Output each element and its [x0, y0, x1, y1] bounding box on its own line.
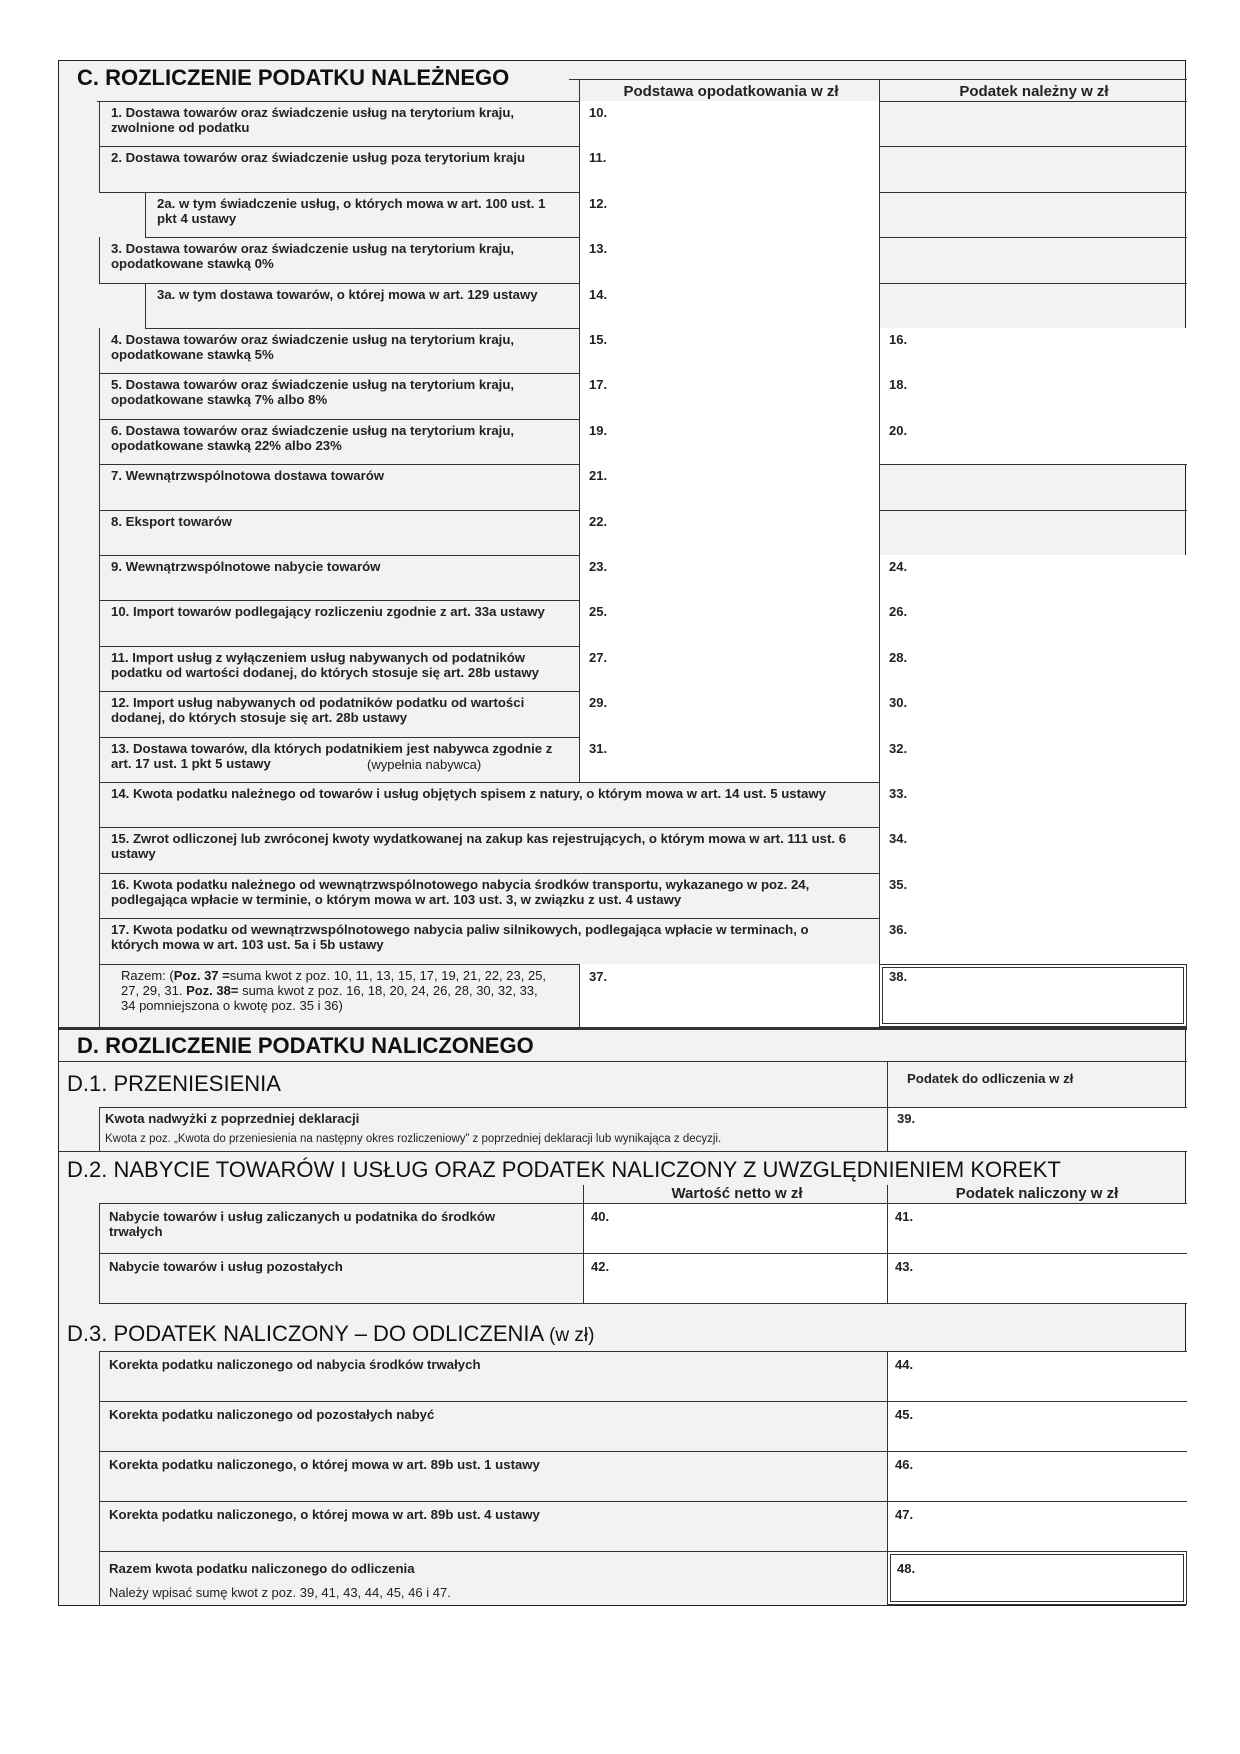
- field-number-13: 13.: [589, 241, 608, 257]
- field-number-21: 21.: [589, 468, 608, 484]
- total-label-part: Poz. 38=: [186, 982, 239, 998]
- field-number-22: 22.: [589, 513, 608, 529]
- field-number-42: 42.: [591, 1259, 610, 1274]
- row-label: 6. Dostawa towarów oraz świadczenie usług na terytorium kraju, opodatkowane stawką 22% albo 23%: [111, 422, 515, 453]
- total-label-part: Poz. 37 =: [173, 967, 230, 983]
- row-label: 10. Import towarów podlegający rozliczeniu zgodnie z art. 33a ustawy: [111, 604, 545, 620]
- field-31[interactable]: [579, 737, 879, 782]
- d3-row-label: Korekta podatku naliczonego od pozostałych nabyć: [109, 1407, 435, 1422]
- total-label-part: Razem: (: [121, 967, 174, 983]
- section-c-title: C. ROZLICZENIE PODATKU NALEŻNEGO: [77, 65, 510, 90]
- d3-row-label: Korekta podatku naliczonego, o której mowa w art. 89b ust. 4 ustawy: [109, 1507, 540, 1522]
- field-10[interactable]: [579, 101, 879, 146]
- field-16[interactable]: [879, 328, 1187, 373]
- field-number-18: 18.: [889, 377, 908, 393]
- field-32[interactable]: [879, 737, 1187, 782]
- d3-total-label: Razem kwota podatku naliczonego do odliczenia: [109, 1561, 415, 1576]
- row-label: 8. Eksport towarów: [111, 513, 232, 529]
- d1-col-header: Podatek do odliczenia w zł: [907, 1071, 1074, 1086]
- field-29[interactable]: [579, 691, 879, 736]
- field-23[interactable]: [579, 555, 879, 600]
- d2-row-label: Nabycie towarów i usług zaliczanych u podatnika do środków trwałych: [109, 1209, 496, 1239]
- field-number-15: 15.: [589, 332, 608, 347]
- row-label: 7. Wewnątrzwspólnotowa dostawa towarów: [111, 468, 385, 484]
- wide-row-label: 16. Kwota podatku należnego od wewnątrzwspólnotowego nabycia środków transportu, wykazanego w poz. 24, podlegająca wpłacie w terminie, o którym mowa w art. 103 ust. 3, w związku z ust. 4 ustawy: [111, 876, 810, 907]
- field-number-32: 32.: [889, 740, 908, 756]
- total-label: [121, 968, 551, 1013]
- field-45[interactable]: [888, 1402, 1187, 1451]
- field-47[interactable]: [888, 1502, 1187, 1551]
- col-header-base: Podstawa opodatkowania w zł: [623, 83, 839, 100]
- d3-total-note: Należy wpisać sumę kwot z poz. 39, 41, 43, 44, 45, 46 i 47.: [109, 1585, 451, 1600]
- d2-col-tax: Podatek naliczony w zł: [955, 1185, 1119, 1202]
- field-36[interactable]: [879, 918, 1187, 963]
- field-number-26: 26.: [889, 604, 908, 620]
- row-label: 2a. w tym świadczenie usług, o których mowa w art. 100 ust. 1 pkt 4 ustawy: [157, 195, 546, 226]
- total-label-part: suma kwot z poz. 10, 11, 13, 15, 17, 19, 21, 22, 23, 25, 27, 29, 31.: [121, 967, 547, 998]
- field-number-39: 39.: [897, 1111, 916, 1126]
- row-label: 4. Dostawa towarów oraz świadczenie usług na terytorium kraju, opodatkowane stawką 5%: [111, 332, 515, 362]
- row-label: 1. Dostawa towarów oraz świadczenie usług na terytorium kraju, zwolnione od podatku: [111, 105, 515, 135]
- field-number-48: 48.: [897, 1561, 916, 1576]
- section-d1-title: D.1. PRZENIESIENIA: [67, 1071, 281, 1096]
- field-number-16: 16.: [889, 332, 908, 347]
- d3-row-label: Korekta podatku naliczonego, o której mowa w art. 89b ust. 1 ustawy: [109, 1457, 540, 1472]
- field-number-37: 37.: [589, 968, 608, 984]
- field-11[interactable]: [579, 146, 879, 191]
- field-44[interactable]: [888, 1352, 1187, 1401]
- field-number-28: 28.: [889, 649, 908, 665]
- field-19[interactable]: [579, 419, 879, 464]
- field-number-20: 20.: [889, 422, 908, 438]
- row-label: 13. Dostawa towarów, dla których podatnikiem jest nabywca zgodnie z art. 17 ust. 1 pkt 5 ustawy: [111, 740, 553, 771]
- wide-row-label: 17. Kwota podatku od wewnątrzwspólnotowego nabycia paliw silnikowych, podlegająca wpłacie w terminach, o których mowa w art. 103 ust. 5a i 5b ustawy: [111, 922, 809, 953]
- field-number-45: 45.: [895, 1407, 914, 1422]
- d1-label: Kwota nadwyżki z poprzedniej deklaracji: [105, 1111, 360, 1126]
- field-17[interactable]: [579, 373, 879, 418]
- field-number-30: 30.: [889, 695, 908, 711]
- total-label-part: suma kwot z poz. 16, 18, 20, 24, 26, 28, 30, 32, 33, 34 pomniejszona o kwotę poz. 35 i 36): [121, 982, 538, 1013]
- field-number-38: 38.: [889, 968, 908, 984]
- field-number-44: 44.: [895, 1357, 914, 1372]
- field-34[interactable]: [879, 827, 1187, 872]
- d3-title-suffix: (w zł): [549, 1325, 595, 1346]
- d3-title-text: D.3. PODATEK NALICZONY – DO ODLICZENIA: [67, 1321, 543, 1346]
- field-number-17: 17.: [589, 377, 608, 393]
- field-30[interactable]: [879, 691, 1187, 736]
- d3-row-label: Korekta podatku naliczonego od nabycia środków trwałych: [109, 1357, 481, 1372]
- field-number-19: 19.: [589, 422, 608, 438]
- wide-row-label: 14. Kwota podatku należnego od towarów i usług objętych spisem z natury, o którym mowa w art. 14 ust. 5 ustawy: [111, 786, 826, 801]
- field-41[interactable]: [888, 1204, 1187, 1253]
- field-43[interactable]: [888, 1254, 1187, 1303]
- field-number-23: 23.: [589, 559, 608, 574]
- row-label: 12. Import usług nabywanych od podatników podatku od wartości dodanej, do których stosuje się art. 28b ustawy: [111, 695, 525, 726]
- field-number-12: 12.: [589, 195, 608, 211]
- field-number-25: 25.: [589, 604, 608, 620]
- wide-row-label: 15. Zwrot odliczonej lub zwróconej kwoty wydatkowanej na zakup kas rejestrujących, o którym mowa w art. 111 ust. 6 ustawy: [111, 831, 847, 862]
- field-18[interactable]: [879, 373, 1187, 418]
- row-label: 3a. w tym dostawa towarów, o której mowa w art. 129 ustawy: [157, 286, 538, 302]
- field-number-35: 35.: [889, 876, 908, 892]
- field-number-34: 34.: [889, 831, 908, 847]
- field-48[interactable]: [887, 1551, 1187, 1605]
- field-21[interactable]: [579, 464, 879, 509]
- row-label-note: (wypełnia nabywca): [367, 756, 482, 772]
- field-42[interactable]: [584, 1254, 887, 1303]
- field-number-29: 29.: [589, 695, 608, 711]
- field-number-41: 41.: [895, 1209, 914, 1224]
- d1-note: Kwota z poz. „Kwota do przeniesienia na następny okres rozliczeniowy” z poprzedniej deklaracji lub wynikająca z decyzji.: [105, 1133, 722, 1145]
- field-14[interactable]: [579, 283, 879, 328]
- field-24[interactable]: [879, 555, 1187, 600]
- field-number-14: 14.: [589, 286, 608, 302]
- row-label: 2. Dostawa towarów oraz świadczenie usług poza terytorium kraju: [111, 150, 526, 166]
- field-number-33: 33.: [889, 786, 908, 801]
- row-label: 9. Wewnątrzwspólnotowe nabycie towarów: [111, 559, 381, 574]
- field-number-10: 10.: [589, 105, 608, 120]
- field-35[interactable]: [879, 873, 1187, 918]
- field-number-47: 47.: [895, 1507, 914, 1522]
- section-d-title: D. ROZLICZENIE PODATKU NALICZONEGO: [77, 1033, 534, 1058]
- field-26[interactable]: [879, 600, 1187, 645]
- section-d3-title: [67, 1321, 594, 1347]
- row-label: 5. Dostawa towarów oraz świadczenie usług na terytorium kraju, opodatkowane stawką 7% albo 8%: [111, 377, 515, 408]
- field-number-40: 40.: [591, 1209, 610, 1224]
- field-number-27: 27.: [589, 649, 608, 665]
- d2-row-label: Nabycie towarów i usług pozostałych: [109, 1259, 343, 1274]
- field-number-24: 24.: [889, 559, 908, 574]
- field-number-46: 46.: [895, 1457, 914, 1472]
- field-number-11: 11.: [589, 150, 607, 166]
- d2-col-net: Wartość netto w zł: [671, 1185, 803, 1202]
- field-37[interactable]: [579, 964, 879, 1027]
- field-15[interactable]: [579, 328, 879, 373]
- field-28[interactable]: [879, 646, 1187, 691]
- field-number-43: 43.: [895, 1259, 914, 1274]
- col-header-tax-due: Podatek należny w zł: [959, 83, 1109, 100]
- field-46[interactable]: [888, 1452, 1187, 1501]
- field-27[interactable]: [579, 646, 879, 691]
- field-13[interactable]: [579, 237, 879, 282]
- field-number-31: 31.: [589, 740, 608, 756]
- field-39[interactable]: [889, 1108, 1187, 1151]
- field-33[interactable]: [879, 782, 1187, 827]
- field-38[interactable]: [879, 964, 1187, 1027]
- field-20[interactable]: [879, 419, 1187, 464]
- row-label: 3. Dostawa towarów oraz świadczenie usług na terytorium kraju, opodatkowane stawką 0%: [111, 241, 515, 272]
- field-12[interactable]: [579, 192, 879, 237]
- section-d2-title: D.2. NABYCIE TOWARÓW I USŁUG ORAZ PODATEK NALICZONY Z UWZGLĘDNIENIEM KOREKT: [67, 1157, 1061, 1182]
- row-label: 11. Import usług z wyłączeniem usług nabywanych od podatników podatku od wartości dodanej, do których stosuje się art. 28b ustawy: [111, 649, 539, 680]
- field-40[interactable]: [584, 1204, 887, 1253]
- field-22[interactable]: [579, 510, 879, 555]
- field-number-36: 36.: [889, 922, 908, 938]
- field-25[interactable]: [579, 600, 879, 645]
- vat-form-page: [58, 60, 1186, 1606]
